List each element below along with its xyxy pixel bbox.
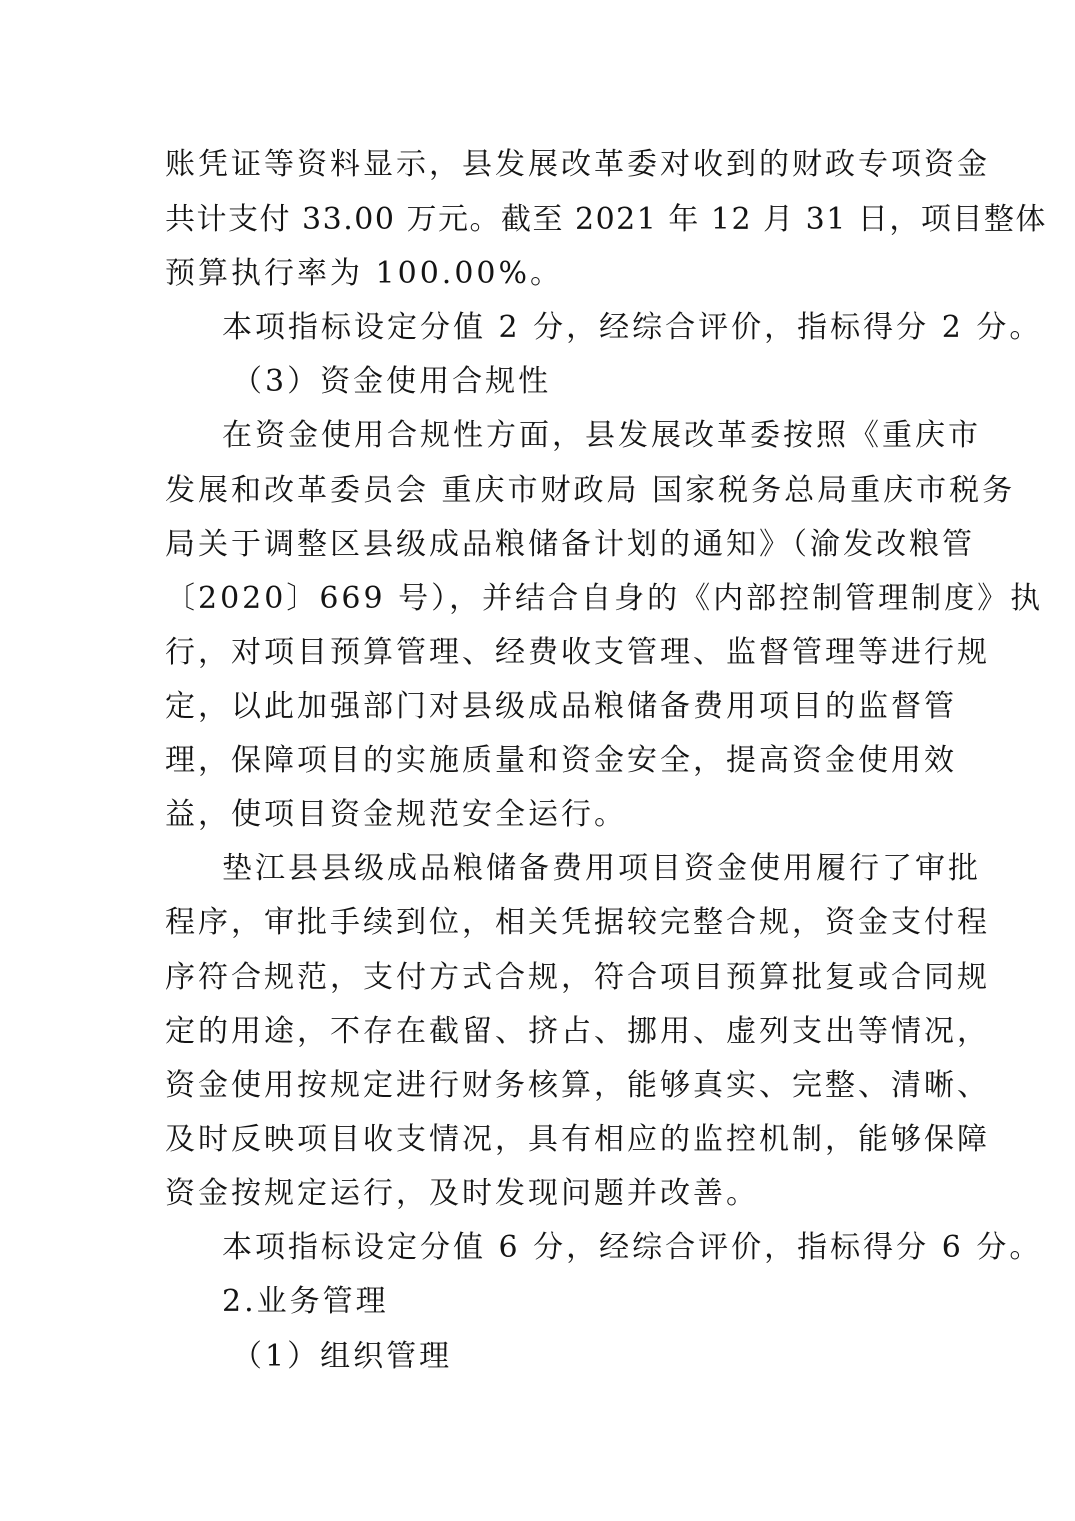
text-line: 程序，审批手续到位，相关凭据较完整合规，资金支付程	[165, 905, 990, 940]
text-line: 理，保障项目的实施质量和资金安全，提高资金使用效	[165, 743, 957, 778]
text-line: 本项指标设定分值 6 分，经综合评价，指标得分 6 分。	[222, 1230, 1043, 1265]
text-line: 资金使用按规定进行财务核算，能够真实、完整、清晰、	[165, 1068, 990, 1103]
text-line: 资金按规定运行，及时发现问题并改善。	[165, 1176, 759, 1211]
text-line: 序符合规范，支付方式合规，符合项目预算批复或合同规	[165, 960, 990, 995]
section-heading: 2.业务管理	[222, 1284, 389, 1319]
text-line: 账凭证等资料显示，县发展改革委对收到的财政专项资金	[165, 147, 990, 182]
text-line: 发展和改革委员会 重庆市财政局 国家税务总局重庆市税务	[165, 473, 1016, 508]
text-line: 〔2020〕669 号），并结合自身的《内部控制管理制度》执	[165, 581, 1044, 616]
section-heading: （1）组织管理	[232, 1339, 453, 1374]
text-line: 共计支付 33.00 万元。截至 2021 年 12 月 31 日，项目整体	[165, 202, 1047, 237]
text-line: 本项指标设定分值 2 分，经综合评价，指标得分 2 分。	[222, 310, 1043, 345]
text-line: 垫江县县级成品粮储备费用项目资金使用履行了审批	[222, 851, 981, 886]
text-line: 益，使项目资金规范安全运行。	[165, 797, 627, 832]
text-line: 在资金使用合规性方面，县发展改革委按照《重庆市	[222, 418, 981, 453]
text-line: 定的用途，不存在截留、挤占、挪用、虚列支出等情况，	[165, 1014, 990, 1049]
text-line: 行，对项目预算管理、经费收支管理、监督管理等进行规	[165, 635, 990, 670]
text-line: 局关于调整区县级成品粮储备计划的通知》（渝发改粮管	[165, 527, 975, 562]
section-heading: （3）资金使用合规性	[232, 364, 552, 399]
text-line: 及时反映项目收支情况，具有相应的监控机制，能够保障	[165, 1122, 990, 1157]
text-line: 预算执行率为 100.00%。	[165, 256, 564, 291]
text-line: 定，以此加强部门对县级成品粮储备费用项目的监督管	[165, 689, 957, 724]
